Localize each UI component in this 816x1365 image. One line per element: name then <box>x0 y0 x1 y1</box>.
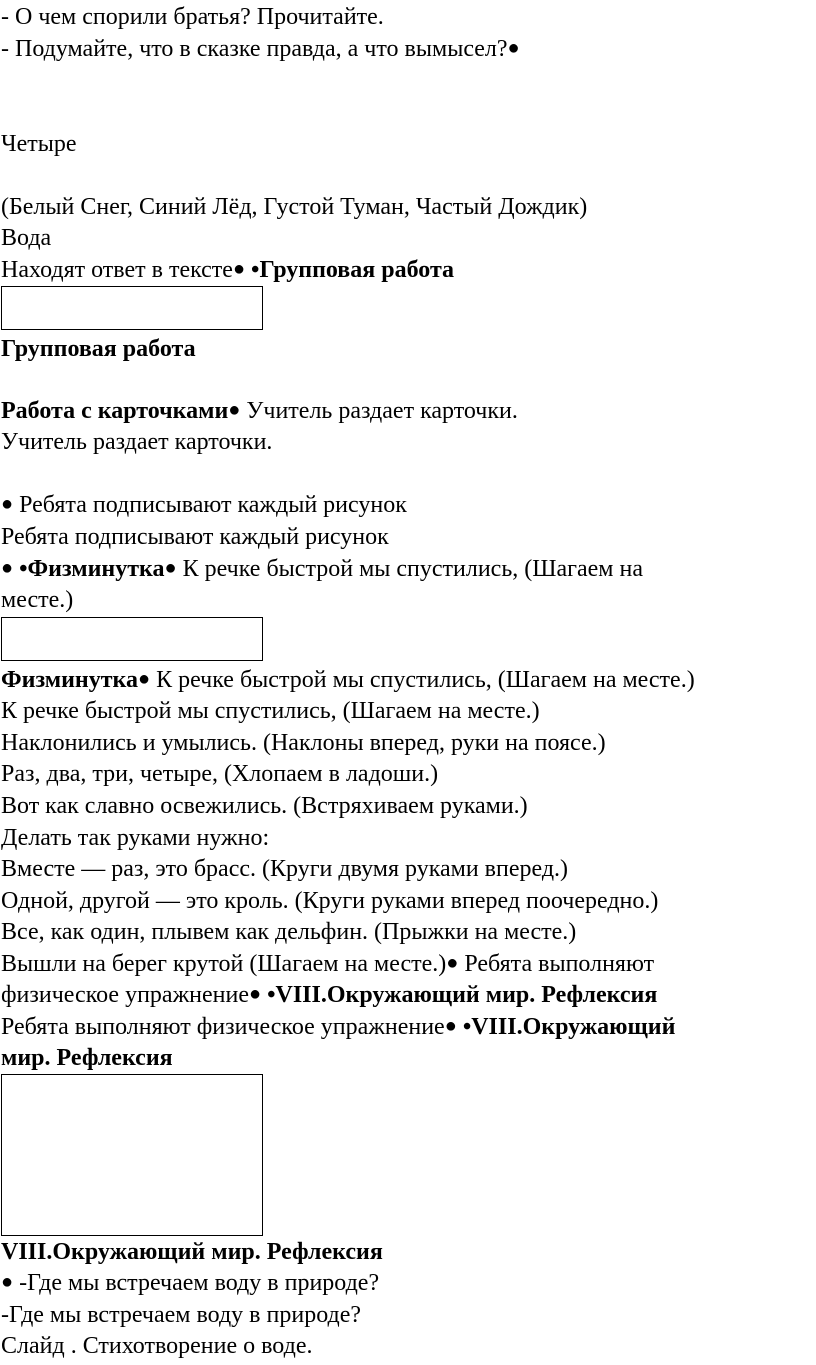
text-line: Вода <box>1 225 52 251</box>
bullet-icon: ● <box>507 37 520 59</box>
text-line: мир. Рефлексия <box>1 1045 173 1071</box>
bullet-icon: ● <box>138 668 151 690</box>
text-line: Четыре <box>1 131 77 157</box>
poem-line: Делать так руками нужно: <box>1 825 270 851</box>
image-placeholder <box>1 1074 263 1236</box>
bullet-icon: ● <box>164 557 177 579</box>
text-line: К речке быстрой мы спустились, (Шагаем на месте.) <box>1 698 540 724</box>
text-line: Ребята подписывают каждый рисунок <box>1 524 389 550</box>
text-line: (Белый Снег, Синий Лёд, Густой Туман, Частый Дождик) <box>1 194 588 220</box>
text-line: месте.) <box>1 587 74 613</box>
bullet-icon: ● <box>446 952 459 974</box>
text-line: ● •Физминутка● К речке быстрой мы спустились, (Шагаем на <box>1 556 643 582</box>
text-line: ● Ребята подписывают каждый рисунок <box>1 492 407 518</box>
text-line: физическое упражнение● •VIII.Окружающий мир. Рефлексия <box>1 982 658 1008</box>
poem-line: Вот как славно освежились. (Встряхиваем руками.) <box>1 793 528 819</box>
poem-line: Вместе — раз, это брасс. (Круги двумя руками вперед.) <box>1 856 569 882</box>
section-heading: VIII.Окружающий мир. Рефлексия <box>1 1239 383 1265</box>
bullet-icon: ● <box>1 557 14 579</box>
bullet-icon: ● <box>232 258 246 280</box>
image-placeholder <box>1 617 263 661</box>
text-line: Учитель раздает карточки. <box>1 429 273 455</box>
poem-line: Все, как один, плывем как дельфин. (Прыжки на месте.) <box>1 919 577 945</box>
text-line: -Где мы встречаем воду в природе? <box>1 1302 362 1328</box>
text-line: Вышли на берег крутой (Шагаем на месте.)● Ребята выполняют <box>1 951 655 977</box>
text-line: Слайд . Стихотворение о воде. <box>1 1333 313 1359</box>
text-line: Ребята выполняют физическое упражнение● •VIII.Окружающий <box>1 1014 676 1040</box>
text-line: - О чем спорили братья? Прочитайте. <box>1 4 384 30</box>
poem-line: Одной, другой — это кроль. (Круги руками вперед поочередно.) <box>1 888 659 914</box>
text-line: Работа с карточками● Учитель раздает карточки. <box>1 398 518 424</box>
text-line: ● -Где мы встречаем воду в природе? <box>1 1270 380 1296</box>
section-heading: Групповая работа <box>1 336 196 362</box>
text-line: - Подумайте, что в сказке правда, а что вымысел?● <box>1 36 520 62</box>
bullet-icon: ● <box>1 493 14 515</box>
bullet-icon: ● <box>444 1015 457 1037</box>
image-placeholder <box>1 286 263 330</box>
poem-line: Наклонились и умылись. (Наклоны вперед, руки на поясе.) <box>1 730 606 756</box>
text-line: Находят ответ в тексте● •Групповая работа <box>1 257 455 283</box>
bullet-icon: ● <box>1 1271 14 1293</box>
text-line: Физминутка● К речке быстрой мы спустились, (Шагаем на месте.) <box>1 667 695 693</box>
poem-line: Раз, два, три, четыре, (Хлопаем в ладоши.) <box>1 761 439 787</box>
bullet-icon: ● <box>228 399 241 421</box>
bullet-icon: ● <box>249 983 262 1005</box>
